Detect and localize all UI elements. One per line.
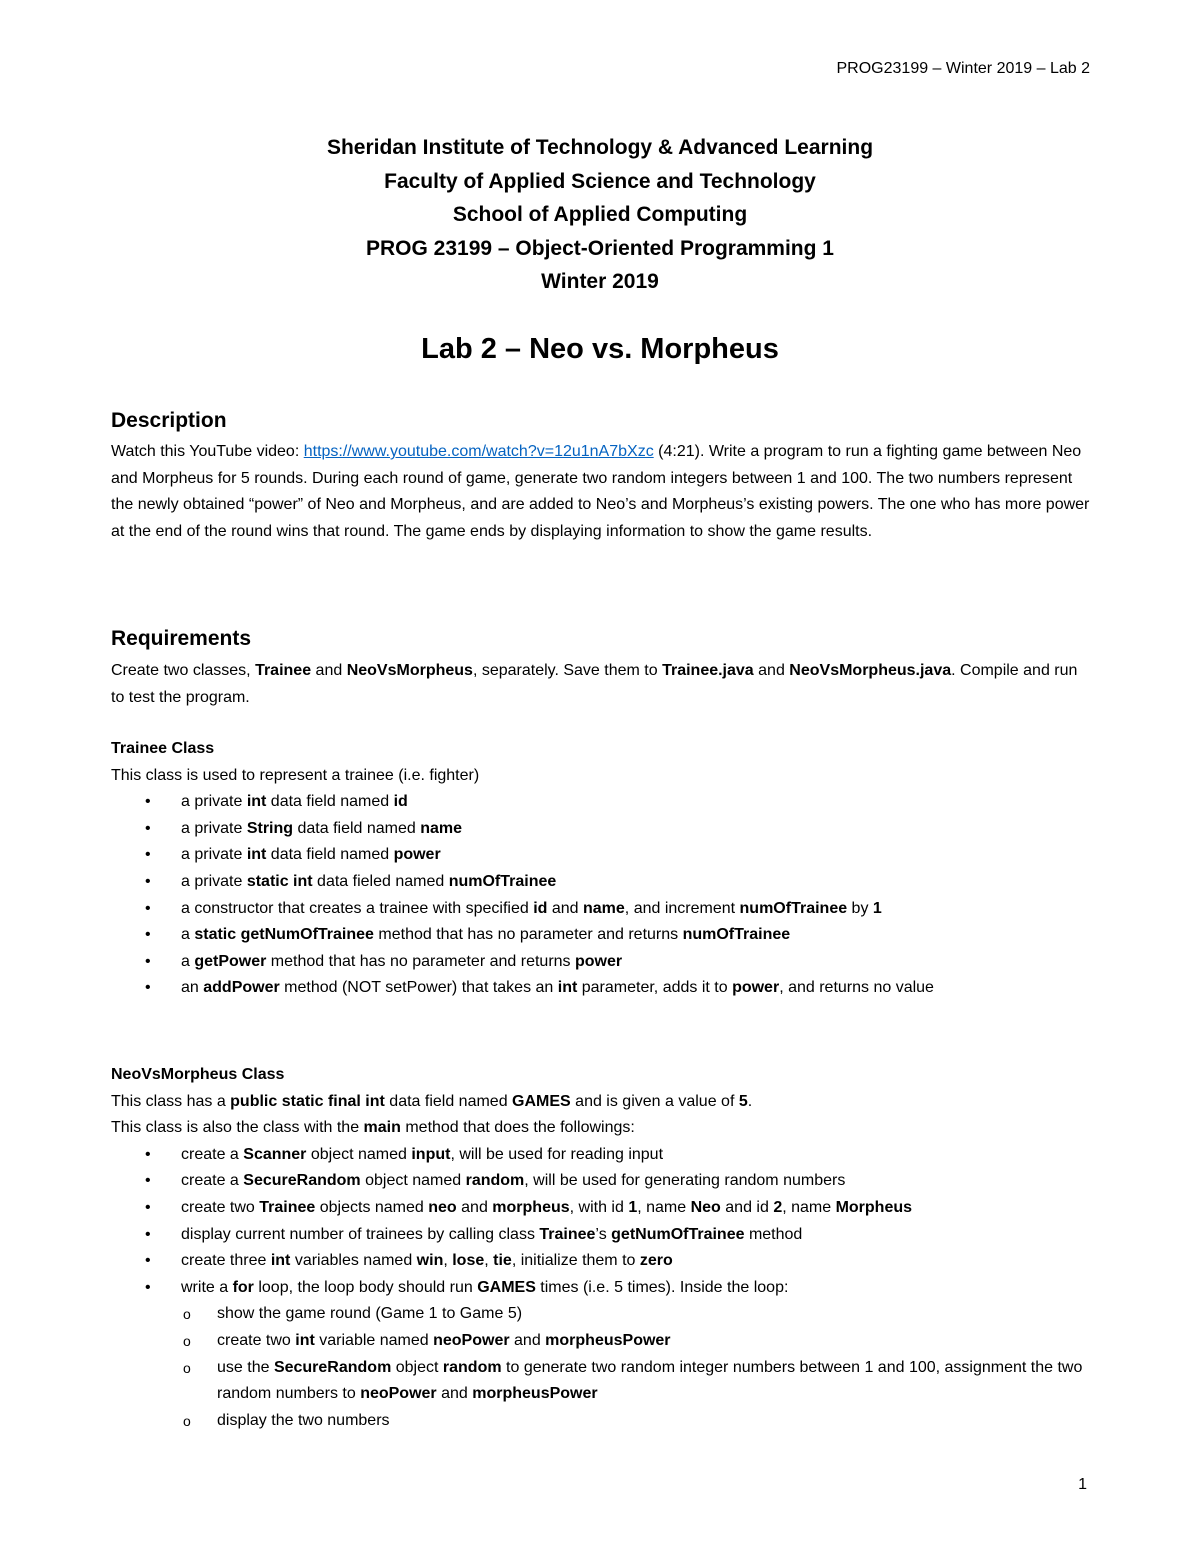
list-item [111, 1195, 1093, 1222]
text: a constructor that creates a trainee with specified [181, 899, 534, 917]
text-bold: numOfTrainee [682, 926, 791, 944]
neovsmorpheus-bullets [111, 1142, 1093, 1435]
institution-name: Sheridan Institute of Technology & Advanced Learning [326, 136, 874, 159]
text: , name [637, 1198, 691, 1216]
text: , will be used for generating random numbers [524, 1172, 846, 1190]
text-bold: SecureRandom [243, 1172, 361, 1190]
text: and [547, 899, 583, 917]
text-bold: SecureRandom [273, 1358, 392, 1376]
text: object [391, 1358, 443, 1376]
text: . Compile and run to test the program. [111, 662, 1078, 706]
text: This class is also the class with the [111, 1119, 364, 1137]
text-bold: tie [493, 1252, 512, 1270]
text-bold: lose [452, 1252, 485, 1270]
text: method that does the followings: [400, 1119, 635, 1137]
text-bold: Trainee [259, 1198, 316, 1216]
list-item [111, 1142, 1093, 1169]
sub-list-item [111, 1328, 1093, 1355]
text-bold: 5 [738, 1092, 748, 1110]
loop-steps [111, 1301, 1093, 1434]
text-bold: Trainee.java [662, 662, 754, 679]
youtube-link[interactable]: https://www.youtube.com/watch?v=12u1nA7bXzc [303, 443, 654, 460]
text: , with id [569, 1198, 629, 1216]
text: by [847, 899, 873, 917]
list-item [111, 922, 1093, 949]
text-bold: main [363, 1119, 401, 1137]
text-bold: random [465, 1172, 525, 1190]
text: create two [217, 1331, 296, 1349]
text: method that has no parameter and returns [266, 952, 575, 970]
text: , [484, 1252, 494, 1270]
text: . [747, 1092, 753, 1110]
text: parameter, adds it to [577, 979, 733, 997]
text-bold: getNumOfTrainee [611, 1225, 745, 1243]
page-number: 1 [1078, 1476, 1087, 1493]
sub-list-item: o display the two numbers [111, 1408, 1093, 1435]
text: data field named [293, 819, 421, 837]
text-bold: win [416, 1252, 444, 1270]
list-item [111, 1275, 1093, 1435]
text-bold: int [246, 846, 267, 864]
list-item [111, 1168, 1093, 1195]
text: and [509, 1331, 546, 1349]
text: , initialize them to [511, 1252, 640, 1270]
text: data fieled named [312, 872, 449, 890]
sub-list-item [111, 1355, 1093, 1408]
text: a private [181, 872, 247, 890]
text-bold: Neo [690, 1198, 721, 1216]
text: data field named [266, 793, 394, 811]
description-body: . Write a program to run a fighting game between Neo and Morpheus for 5 rounds. During each round of game, generate two random integers between 1 and 100. The two numbers represent the newly obtained “power” of Neo and Morpheus, and are added to Neo’s and Morpheus’s existing powers. The one who has more power at the end of the round wins that round. The game ends by displaying information to show the game results. [111, 443, 1090, 540]
list-item [111, 789, 1093, 816]
text: an [181, 979, 204, 997]
text-bold: Trainee [539, 1225, 596, 1243]
text: object named [360, 1172, 466, 1190]
text-bold: neoPower [433, 1331, 510, 1349]
text: object named [306, 1145, 412, 1163]
text-bold: public static final int [230, 1092, 385, 1110]
text-bold: numOfTrainee [448, 872, 557, 890]
text-bold: morpheus [492, 1198, 570, 1216]
text: a private [181, 846, 247, 864]
text: write a [181, 1278, 233, 1296]
list-item [111, 949, 1093, 976]
text-bold: GAMES [512, 1092, 571, 1110]
text: display current number of trainees by calling class [181, 1225, 540, 1243]
text-bold: static int [246, 872, 313, 890]
text: , separately. Save them to [472, 662, 663, 679]
text-bold: neo [428, 1198, 457, 1216]
list-item [111, 816, 1093, 843]
text: create two [181, 1198, 260, 1216]
text: , will be used for reading input [450, 1145, 664, 1163]
neovsmorpheus-heading: NeoVsMorpheus Class [111, 1066, 285, 1083]
text: Create two classes, [111, 662, 256, 679]
text-bold: addPower [203, 979, 280, 997]
lab-title: Lab 2 – Neo vs. Morpheus [421, 333, 779, 365]
text: , name [782, 1198, 836, 1216]
text: data field named [384, 1092, 513, 1110]
text-bold: int [270, 1252, 291, 1270]
list-item [111, 1248, 1093, 1275]
text-bold: Morpheus [835, 1198, 913, 1216]
text: method that has no parameter and returns [373, 926, 683, 944]
text: variable named [314, 1331, 434, 1349]
text: loop, the loop body should run [253, 1278, 478, 1296]
running-header: PROG23199 – Winter 2019 – Lab 2 [836, 60, 1090, 77]
text: use the [217, 1358, 274, 1376]
trainee-heading: Trainee Class [111, 740, 215, 757]
text-bold: 1 [628, 1198, 638, 1216]
text-bold: input [411, 1145, 451, 1163]
list-item [111, 869, 1093, 896]
text: a [181, 926, 195, 944]
text: variables named [290, 1252, 417, 1270]
text: and is given a value of [570, 1092, 739, 1110]
text: ’s [595, 1225, 612, 1243]
text: and [436, 1385, 473, 1403]
text-bold: GAMES [477, 1278, 536, 1296]
text-bold: neoPower [360, 1385, 437, 1403]
text: objects named [315, 1198, 429, 1216]
faculty-name: Faculty of Applied Science and Technology [384, 169, 816, 193]
text-bold: name [583, 899, 625, 917]
text-bold: int [557, 979, 578, 997]
text-bold: String [246, 819, 294, 837]
text: a private [181, 793, 247, 811]
text-bold: power [393, 846, 441, 864]
text-bold: power [732, 979, 780, 997]
text: to generate two random integer numbers between 1 and 100, assignment the two random numbers to [217, 1358, 1083, 1403]
text: , and increment [624, 899, 740, 917]
text-bold: int [295, 1331, 315, 1349]
description-heading: Description [111, 409, 227, 432]
sub-list-item: o show the game round (Game 1 to Game 5) [111, 1301, 1093, 1328]
trainee-section [111, 736, 1093, 1002]
text-bold: id [393, 793, 408, 811]
text-bold: NeoVsMorpheus.java [789, 662, 952, 679]
requirements-heading: Requirements [111, 627, 252, 650]
text: and id [720, 1198, 774, 1216]
text-bold: getPower [194, 952, 267, 970]
text-bold: int [246, 793, 267, 811]
text-bold: 1 [872, 899, 882, 917]
title-block [0, 131, 1200, 299]
text-bold: NeoVsMorpheus [346, 662, 473, 679]
text: method [744, 1225, 803, 1243]
description-intro: Watch this YouTube video: [111, 443, 304, 460]
text: and [311, 662, 347, 679]
text-bold: id [533, 899, 548, 917]
text: method (NOT setPower) that takes an [279, 979, 558, 997]
text: data field named [266, 846, 394, 864]
text: create three [181, 1252, 271, 1270]
text: create a [181, 1145, 244, 1163]
text-bold: Scanner [243, 1145, 307, 1163]
text: and [456, 1198, 493, 1216]
text-bold: 2 [773, 1198, 783, 1216]
text-bold: name [420, 819, 463, 837]
text: , and returns no value [779, 979, 934, 997]
text: a private [181, 819, 247, 837]
text: create a [181, 1172, 244, 1190]
text-bold: random [442, 1358, 502, 1376]
text-bold: morpheusPower [545, 1331, 671, 1349]
text: and [753, 662, 790, 679]
text: This class has a [111, 1092, 231, 1110]
course-name: PROG 23199 – Object-Oriented Programming 1 [366, 236, 834, 260]
trainee-bullets [111, 789, 1093, 1002]
text-bold: Trainee [255, 662, 312, 679]
school-name: School of Applied Computing [452, 203, 748, 226]
video-duration: (4:21) [653, 443, 700, 460]
text-bold: morpheusPower [472, 1385, 598, 1403]
list-item [111, 975, 1093, 1002]
trainee-intro: This class is used to represent a trainee (i.e. fighter) [111, 766, 480, 784]
text: , [443, 1252, 453, 1270]
text-bold: for [232, 1278, 254, 1296]
term-name: Winter 2019 [541, 270, 659, 293]
text-bold: static getNumOfTrainee [194, 926, 374, 944]
text-bold: numOfTrainee [739, 899, 848, 917]
list-item [111, 896, 1093, 923]
text: times (i.e. 5 times). Inside the loop: [535, 1278, 789, 1296]
text-bold: power [574, 952, 623, 970]
neovsmorpheus-section [111, 1062, 1093, 1434]
requirements-paragraph [111, 658, 1093, 711]
description-paragraph [111, 439, 1093, 545]
list-item [111, 842, 1093, 869]
list-item [111, 1222, 1093, 1249]
text-bold: zero [639, 1252, 673, 1270]
neovsmorpheus-line-2 [111, 1115, 1093, 1142]
neovsmorpheus-line-1 [111, 1089, 1093, 1116]
text: a [181, 952, 195, 970]
